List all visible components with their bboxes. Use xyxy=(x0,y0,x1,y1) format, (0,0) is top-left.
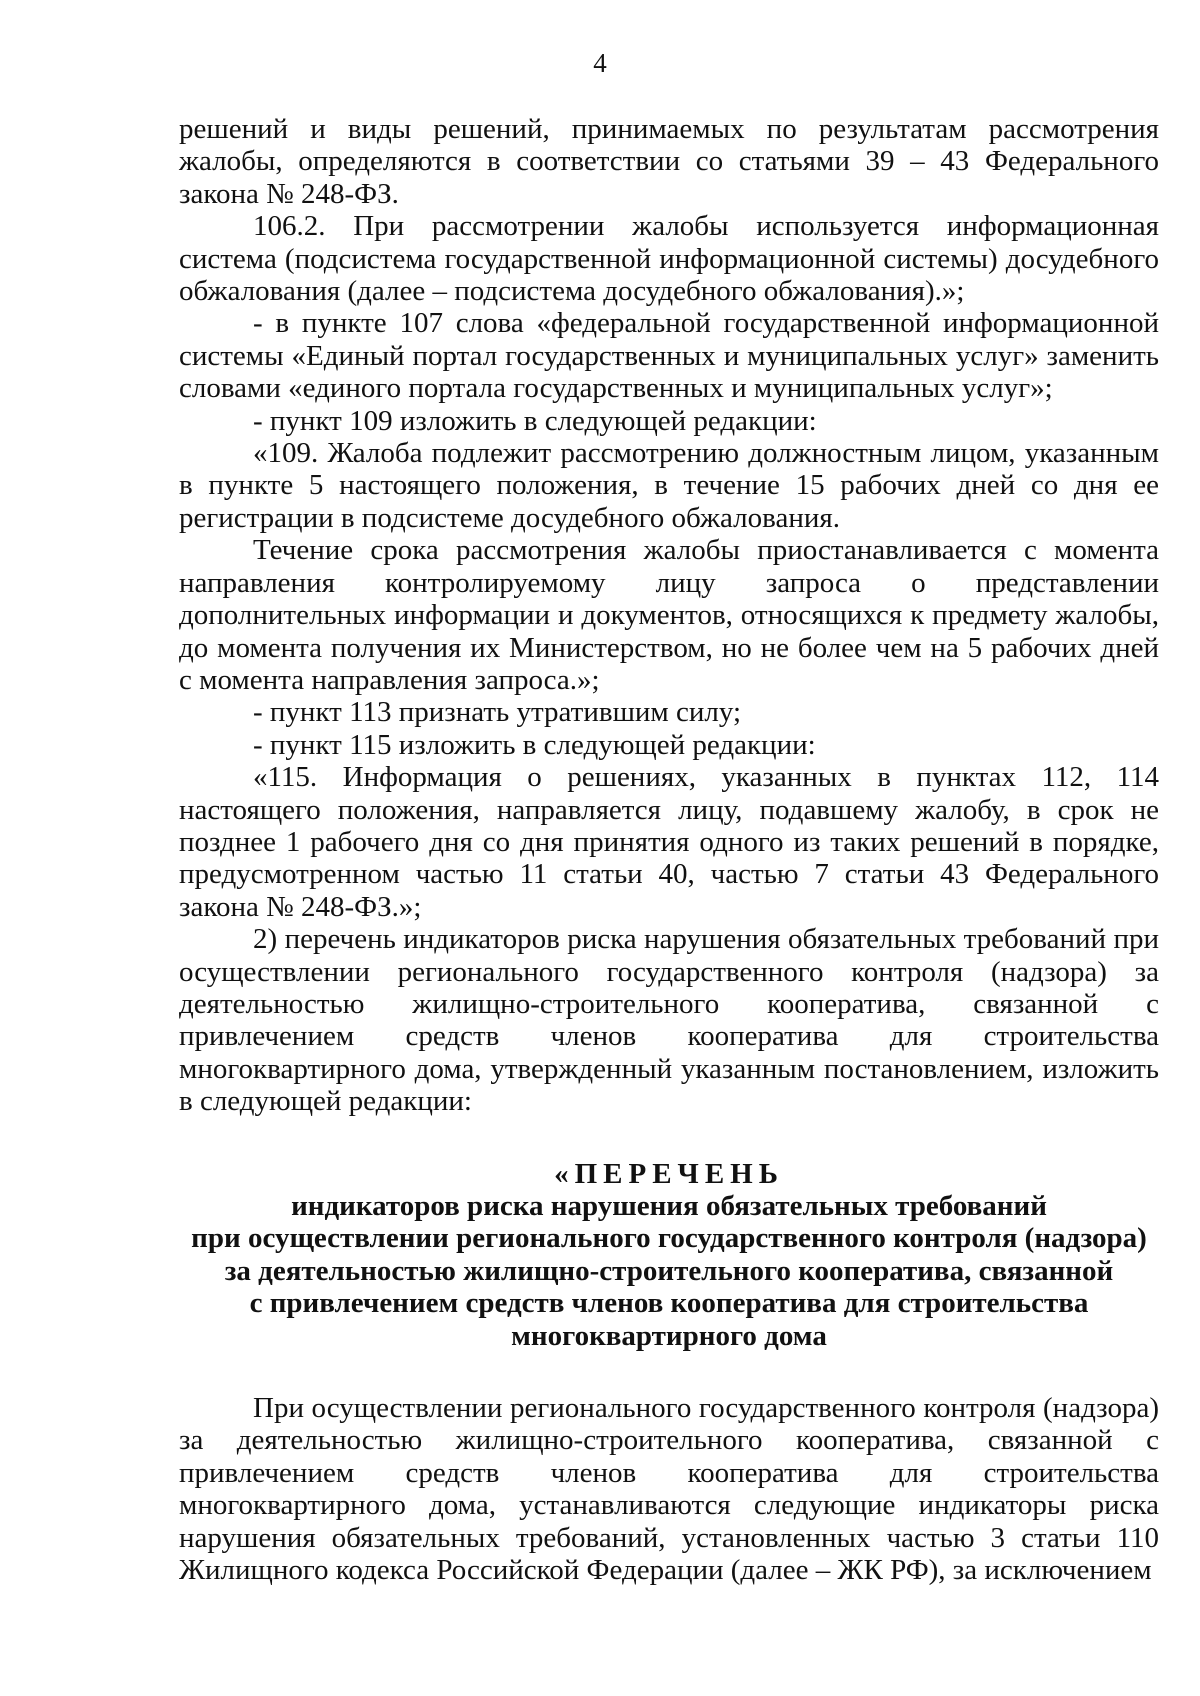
paragraph: 2) перечень индикаторов риска нарушения обязательных требований при осуществлении регионального государственного контроля (надзора) за деятельностью жилищно-строительного кооператива, связанной с привлечением средств членов кооператива для строительства многоквартирного дома, утвержденный указанным постановлением, изложить в следующей редакции: xyxy=(179,923,1159,1118)
paragraph: Течение срока рассмотрения жалобы приостанавливается с момента направления контролируемому лицу запроса о представлении дополнительных информации и документов, относящихся к предмету жалобы, до момента получения их Министерством, но не более чем на 5 рабочих дней с момента направления запроса.»; xyxy=(179,534,1159,696)
paragraph: - пункт 109 изложить в следующей редакции: xyxy=(253,404,817,437)
paragraph: «109. Жалоба подлежит рассмотрению должностным лицом, указанным в пункте 5 настоящего положения, в течение 15 рабочих дней со дня ее регистрации в подсистеме досудебного обжалования. xyxy=(179,437,1159,534)
paragraph: - в пункте 107 слова «федеральной государственной информационной системы «Единый портал государственных и муниципальных услуг» заменить словами «единого портала государственных и муниципальных услуг»; xyxy=(179,307,1159,405)
page-number: 4 xyxy=(593,48,607,78)
document-body xyxy=(179,113,1159,1586)
paragraph: «115. Информация о решениях, указанных в пунктах 112, 114 настоящего положения, направляется лицу, подавшему жалобу, в срок не позднее 1 рабочего дня со дня принятия одного из таких решений в порядке, предусмотренном частью 11 статьи 40, частью 7 статьи 43 Федерального закона № 248-ФЗ.»; xyxy=(179,761,1159,923)
heading-line: с привлечением средств членов кооператива для строительства xyxy=(249,1287,1089,1320)
paragraph: решений и виды решений, принимаемых по результатам рассмотрения жалобы, определяются в соответствии со статьями 39 – 43 Федерального закона № 248-ФЗ. xyxy=(179,113,1159,210)
paragraph: - пункт 115 изложить в следующей редакции: xyxy=(253,728,816,761)
paragraph: - пункт 113 признать утратившим силу; xyxy=(253,696,742,729)
paragraphs-before xyxy=(179,113,1159,1118)
heading-line: индикаторов риска нарушения обязательных требований xyxy=(291,1190,1047,1222)
heading-line: за деятельностью жилищно-строительного кооператива, связанной xyxy=(224,1254,1114,1287)
heading-line: при осуществлении регионального государственного контроля (надзора) xyxy=(191,1222,1147,1255)
paragraph: При осуществлении регионального государственного контроля (надзора) за деятельностью жилищно-строительного кооператива, связанной с привлечением средств членов кооператива для строительства многоквартирного дома, устанавливаются следующие индикаторы риска нарушения обязательных требований, установленных частью 3 статьи 110 Жилищного кодекса Российской Федерации (далее – ЖК РФ), за исключением xyxy=(179,1392,1159,1587)
paragraph: 106.2. При рассмотрении жалобы используется информационная система (подсистема государственной информационной системы) досудебного обжалования (далее – подсистема досудебного обжалования).»; xyxy=(179,210,1159,308)
heading-line: многоквартирного дома xyxy=(511,1319,827,1352)
paragraphs-after xyxy=(179,1392,1159,1586)
section-heading xyxy=(179,1158,1159,1352)
heading-title: «ПЕРЕЧЕНЬ xyxy=(554,1157,784,1190)
